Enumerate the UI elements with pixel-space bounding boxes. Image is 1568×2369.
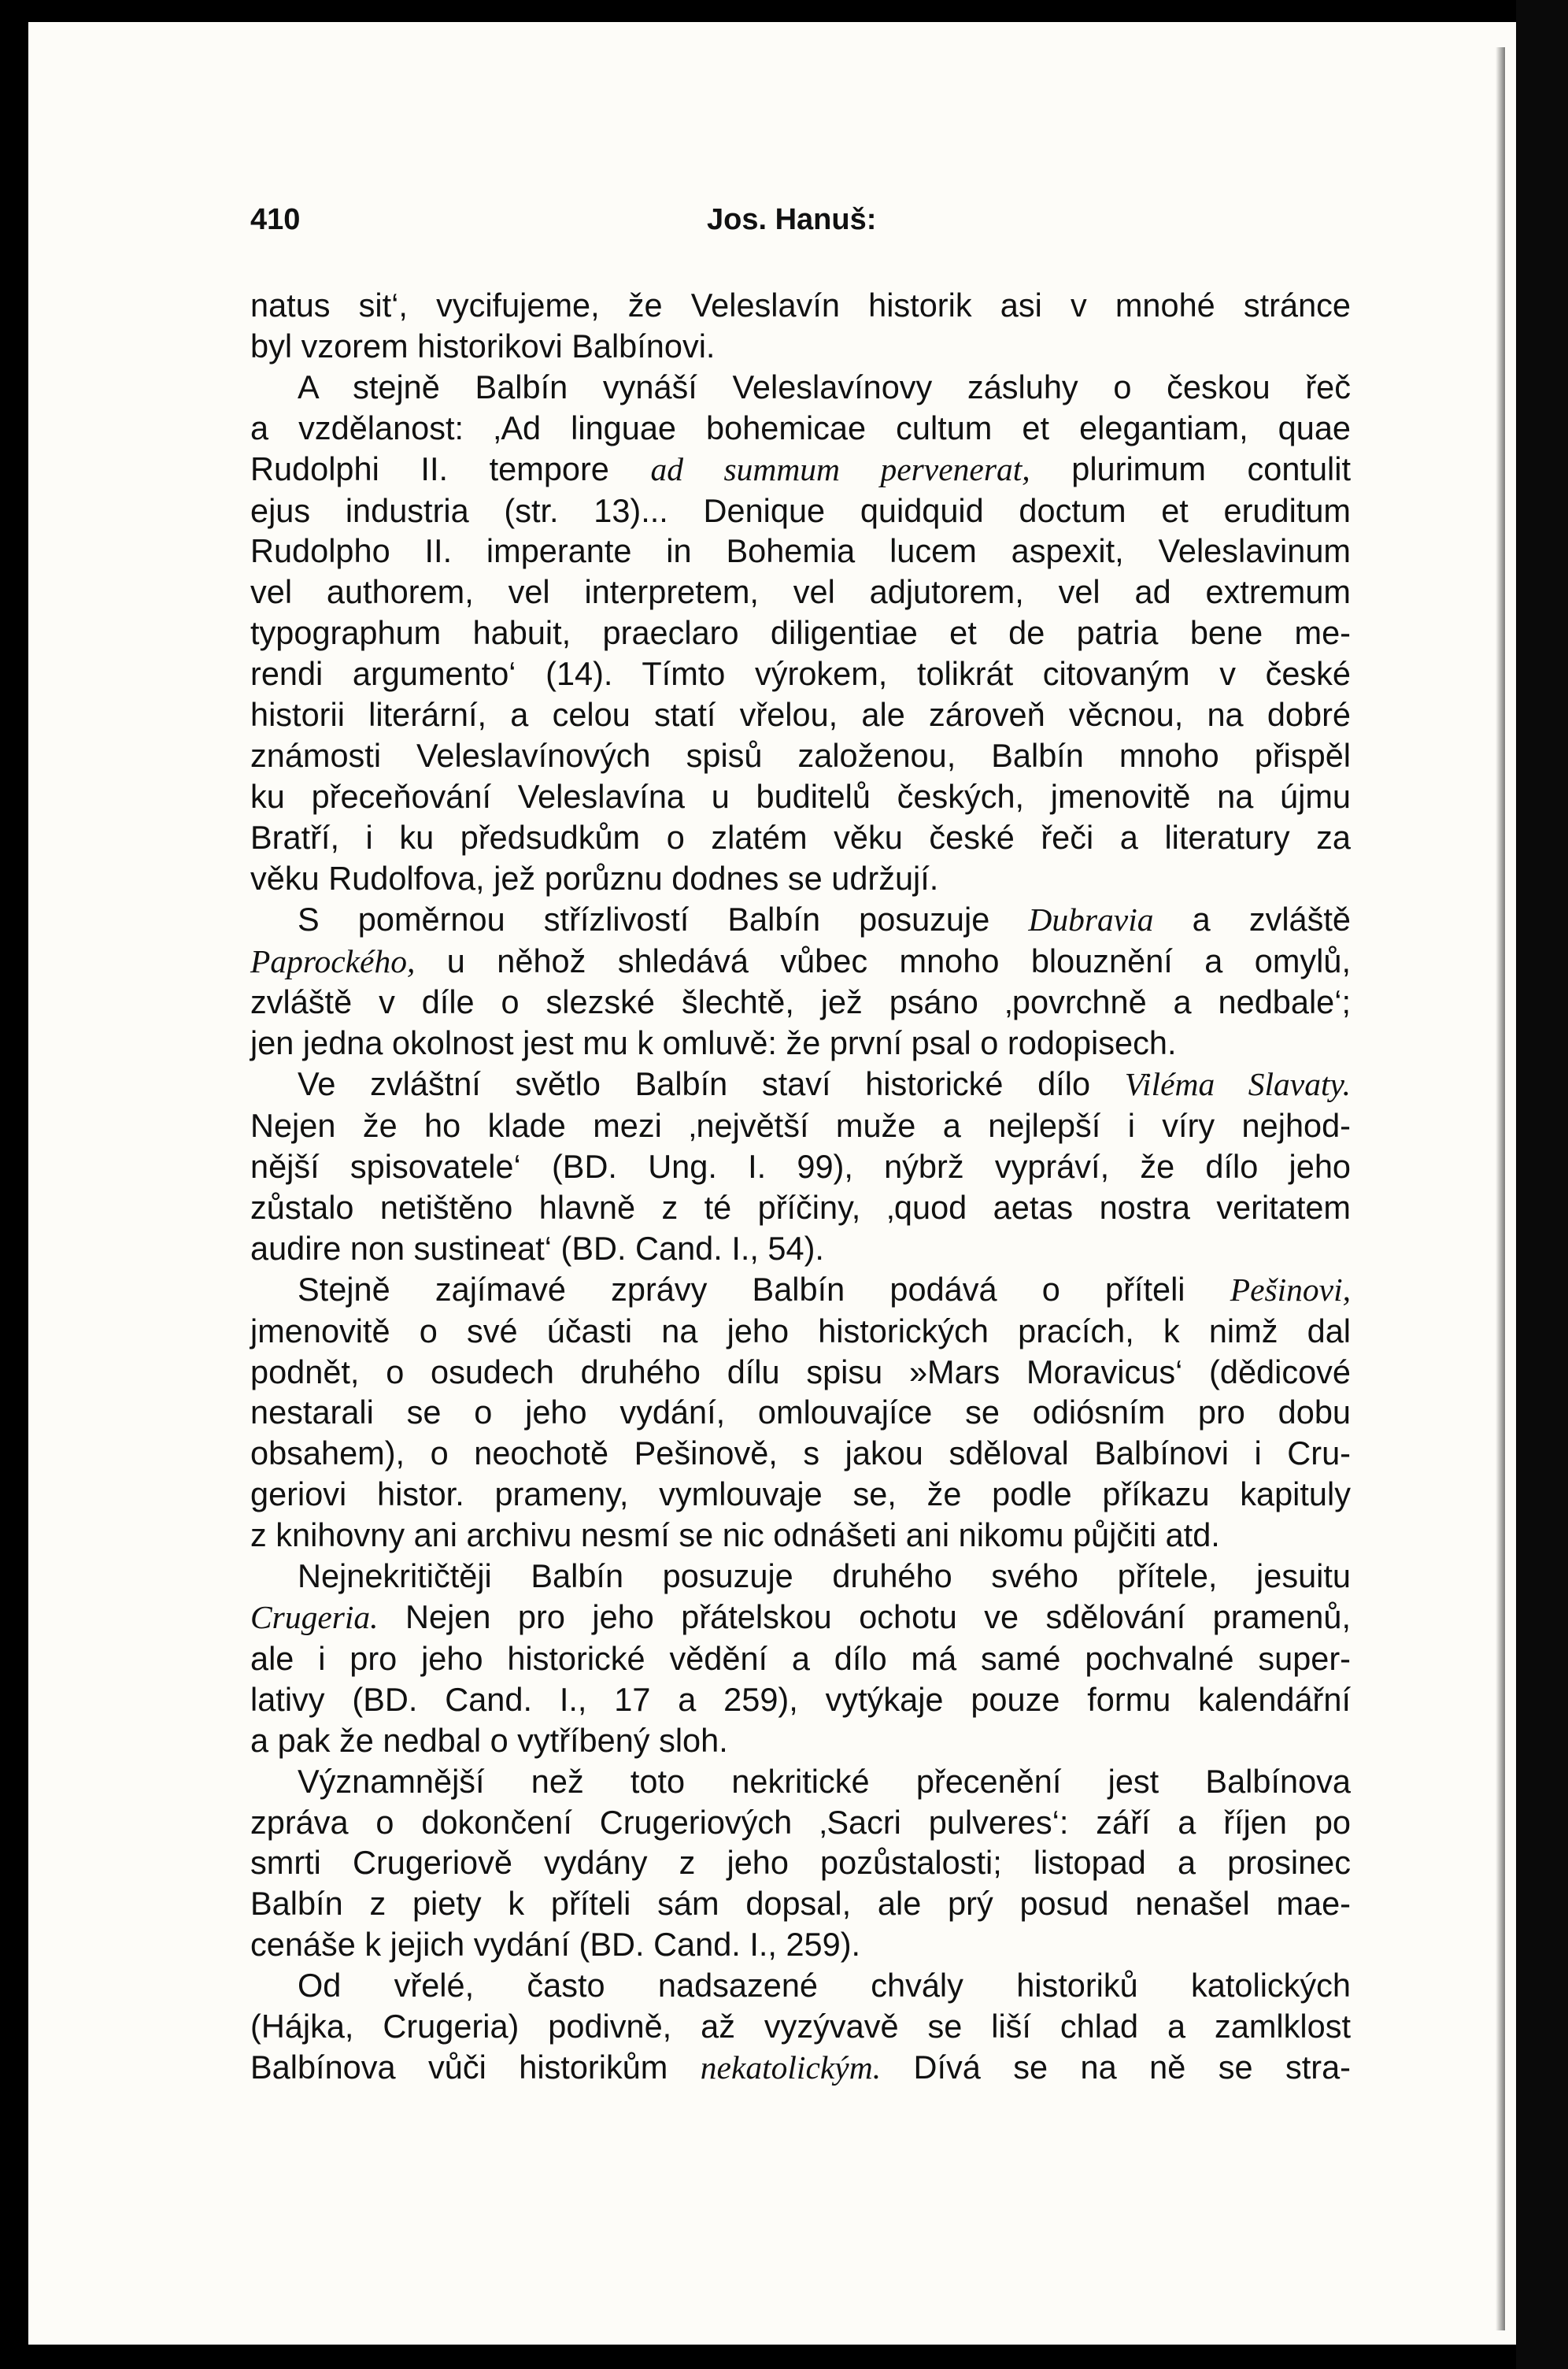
- italic-run: Crugeria.: [250, 1599, 379, 1635]
- italic-run: Viléma Slavaty.: [1124, 1066, 1351, 1103]
- text-run: Významnější než toto nekritické přecenění jest Balbínova: [298, 1762, 1351, 1800]
- text-run: nestarali se o jeho vydání, omlouvajíce se odiósním pro dobu: [250, 1394, 1351, 1431]
- text-run: známosti Veleslavínových spisů založenou, Balbín mnoho přispěl: [250, 736, 1351, 774]
- text-line: [250, 1802, 1351, 1843]
- text-line: [250, 1965, 1351, 2006]
- text-line: [250, 1269, 1351, 1311]
- text-run: natus sit‘, vycifujeme, že Veleslavín historik asi v mnohé stránce: [250, 287, 1351, 324]
- text-line: [250, 2047, 1351, 2089]
- running-head: Jos. Hanuš:: [707, 203, 877, 236]
- text-run: Bratří, i ku předsudkům o zlatém věku české řeči a literatury za: [250, 818, 1351, 856]
- page-number: 410: [250, 203, 301, 236]
- body-text: [250, 285, 1351, 2089]
- italic-run: Dubravia: [1028, 901, 1154, 938]
- text-line: [250, 1883, 1351, 1924]
- text-run: historii literární, a celou statí vřelou, ale zároveň věcnou, na dobré: [250, 696, 1351, 734]
- text-run: zpráva o dokončení Crugeriových ‚Sacri pulveres‘: září a říjen po: [250, 1803, 1351, 1841]
- text-line: [250, 572, 1351, 613]
- page-binding-shadow: [1496, 47, 1505, 2330]
- italic-run: nekatolickým.: [700, 2049, 882, 2086]
- text-run: S poměrnou střízlivostí Balbín posuzuje: [298, 900, 1029, 938]
- text-line: [250, 326, 1351, 367]
- text-run: geriovi histor. prameny, vymlouvaje se, že podle příkazu kapituly: [250, 1475, 1351, 1513]
- italic-run: ad summum pervenerat,: [650, 450, 1030, 487]
- italic-run: Pešinovi,: [1230, 1271, 1351, 1308]
- text-line: [250, 1187, 1351, 1228]
- text-line: [250, 1679, 1351, 1720]
- text-run: audire non sustineat‘ (BD. Cand. I., 54).: [250, 1229, 824, 1267]
- text-line: [250, 941, 1351, 983]
- text-line: [250, 1720, 1351, 1761]
- text-run: a vzdělanost: ‚Ad linguae bohemicae cultum et elegantiam, quae: [250, 409, 1351, 446]
- italic-run: Paprockého,: [250, 942, 416, 979]
- text-run: jmenovitě o své účasti na jeho historických pracích, k nimž dal: [250, 1312, 1351, 1349]
- text-line: [250, 1105, 1351, 1146]
- text-line: [250, 776, 1351, 817]
- text-run: podnět, o osudech druhého dílu spisu »Mars Moravicus‘ (dědicové: [250, 1353, 1351, 1390]
- text-line: [250, 285, 1351, 326]
- text-line: [250, 982, 1351, 1023]
- text-line: [250, 1474, 1351, 1515]
- text-line: [250, 858, 1351, 899]
- text-line: [250, 1638, 1351, 1679]
- text-line: [250, 817, 1351, 858]
- text-run: Nejnekritičtěji Balbín posuzuje druhého svého přítele, jesuitu: [298, 1557, 1351, 1595]
- text-run: lativy (BD. Cand. I., 17 a 259), vytýkaje pouze formu kalendářní: [250, 1680, 1351, 1718]
- text-line: [250, 2006, 1351, 2047]
- text-run: A stejně Balbín vynáší Veleslavínovy zásluhy o českou řeč: [298, 368, 1351, 405]
- scan-border: [1516, 0, 1568, 2369]
- text-run: věku Rudolfova, jež porůznu dodnes se udržují.: [250, 859, 939, 897]
- text-run: ale i pro jeho historické vědění a dílo má samé pochvalné super-: [250, 1639, 1351, 1677]
- text-run: Stejně zajímavé zprávy Balbín podává o příteli: [298, 1270, 1230, 1308]
- text-line: [250, 613, 1351, 653]
- text-run: z knihovny ani archivu nesmí se nic odnášeti ani nikomu půjčiti atd.: [250, 1516, 1220, 1554]
- text-run: smrti Crugeriově vydány z jeho pozůstalosti; listopad a prosinec: [250, 1844, 1351, 1882]
- text-run: Nejen pro jeho přátelskou ochotu ve sdělování pramenů,: [378, 1598, 1351, 1635]
- text-run: jen jedna okolnost jest mu k omluvě: že první psal o rodopisech.: [250, 1024, 1177, 1062]
- text-line: [250, 653, 1351, 694]
- text-run: obsahem), o neochotě Pešinově, s jakou sděloval Balbínovi i Cru-: [250, 1434, 1351, 1472]
- text-line: [250, 1556, 1351, 1597]
- text-run: Dívá se na ně se stra-: [881, 2048, 1351, 2086]
- text-run: zvláště v díle o slezské šlechtě, jež psáno ‚povrchně a nedbale‘;: [250, 983, 1351, 1021]
- text-line: [250, 1515, 1351, 1556]
- text-run: u něhož shledává vůbec mnoho blouznění a omylů,: [415, 942, 1351, 979]
- text-run: Od vřelé, často nadsazené chvály historiků katolických: [298, 1967, 1351, 2004]
- text-line: [250, 1228, 1351, 1269]
- text-line: [250, 531, 1351, 572]
- text-run: ejus industria (str. 13)... Denique quidquid doctum et eruditum: [250, 491, 1351, 529]
- text-line: [250, 1064, 1351, 1105]
- text-line: [250, 490, 1351, 531]
- text-line: [250, 1597, 1351, 1638]
- text-line: [250, 1311, 1351, 1352]
- text-line: [250, 1842, 1351, 1883]
- text-run: vel authorem, vel interpretem, vel adjutorem, vel ad extremum: [250, 573, 1351, 611]
- text-run: Balbínova vůči historikům: [250, 2048, 701, 2086]
- text-line: [250, 1352, 1351, 1393]
- text-line: [250, 694, 1351, 735]
- text-line: [250, 367, 1351, 408]
- text-line: [250, 449, 1351, 490]
- text-run: a zvláště: [1153, 900, 1351, 938]
- text-line: [250, 735, 1351, 776]
- text-line: [250, 1761, 1351, 1802]
- text-run: Ve zvláštní světlo Balbín staví historické dílo: [298, 1065, 1125, 1103]
- text-line: [250, 1023, 1351, 1064]
- text-run: nější spisovatele‘ (BD. Ung. I. 99), nýbrž vypráví, že dílo jeho: [250, 1148, 1351, 1186]
- text-line: [250, 1433, 1351, 1474]
- text-run: byl vzorem historikovi Balbínovi.: [250, 327, 716, 365]
- text-run: (Hájka, Crugeria) podivně, až vyzývavě se liší chlad a zamlklost: [250, 2008, 1351, 2045]
- text-run: typographum habuit, praeclaro diligentiae et de patria bene me-: [250, 614, 1351, 652]
- text-run: zůstalo netištěno hlavně z té příčiny, ‚quod aetas nostra veritatem: [250, 1188, 1351, 1226]
- text-run: Rudolphi II. tempore: [250, 450, 651, 487]
- text-run: rendi argumento‘ (14). Tímto výrokem, tolikrát citovaným v české: [250, 655, 1351, 693]
- text-line: [250, 1924, 1351, 1965]
- text-line: [250, 1392, 1351, 1433]
- text-run: cenáše k jejich vydání (BD. Cand. I., 259).: [250, 1926, 861, 1964]
- text-run: a pak že nedbal o vytříbený sloh.: [250, 1721, 728, 1759]
- text-run: Nejen že ho klade mezi ‚největší muže a nejlepší i víry nejhod-: [250, 1107, 1351, 1145]
- text-run: Rudolpho II. imperante in Bohemia lucem aspexit, Veleslavinum: [250, 532, 1351, 570]
- text-run: Balbín z piety k příteli sám dopsal, ale prý posud nenašel mae-: [250, 1885, 1351, 1923]
- body-paragraphs: [250, 285, 1351, 2089]
- text-run: plurimum contulit: [1030, 450, 1351, 487]
- text-line: [250, 1146, 1351, 1187]
- text-line: [250, 408, 1351, 449]
- page-header: [250, 203, 1351, 250]
- text-run: ku přeceňování Veleslavína u buditelů českých, jmenovitě na újmu: [250, 777, 1351, 815]
- text-line: [250, 899, 1351, 941]
